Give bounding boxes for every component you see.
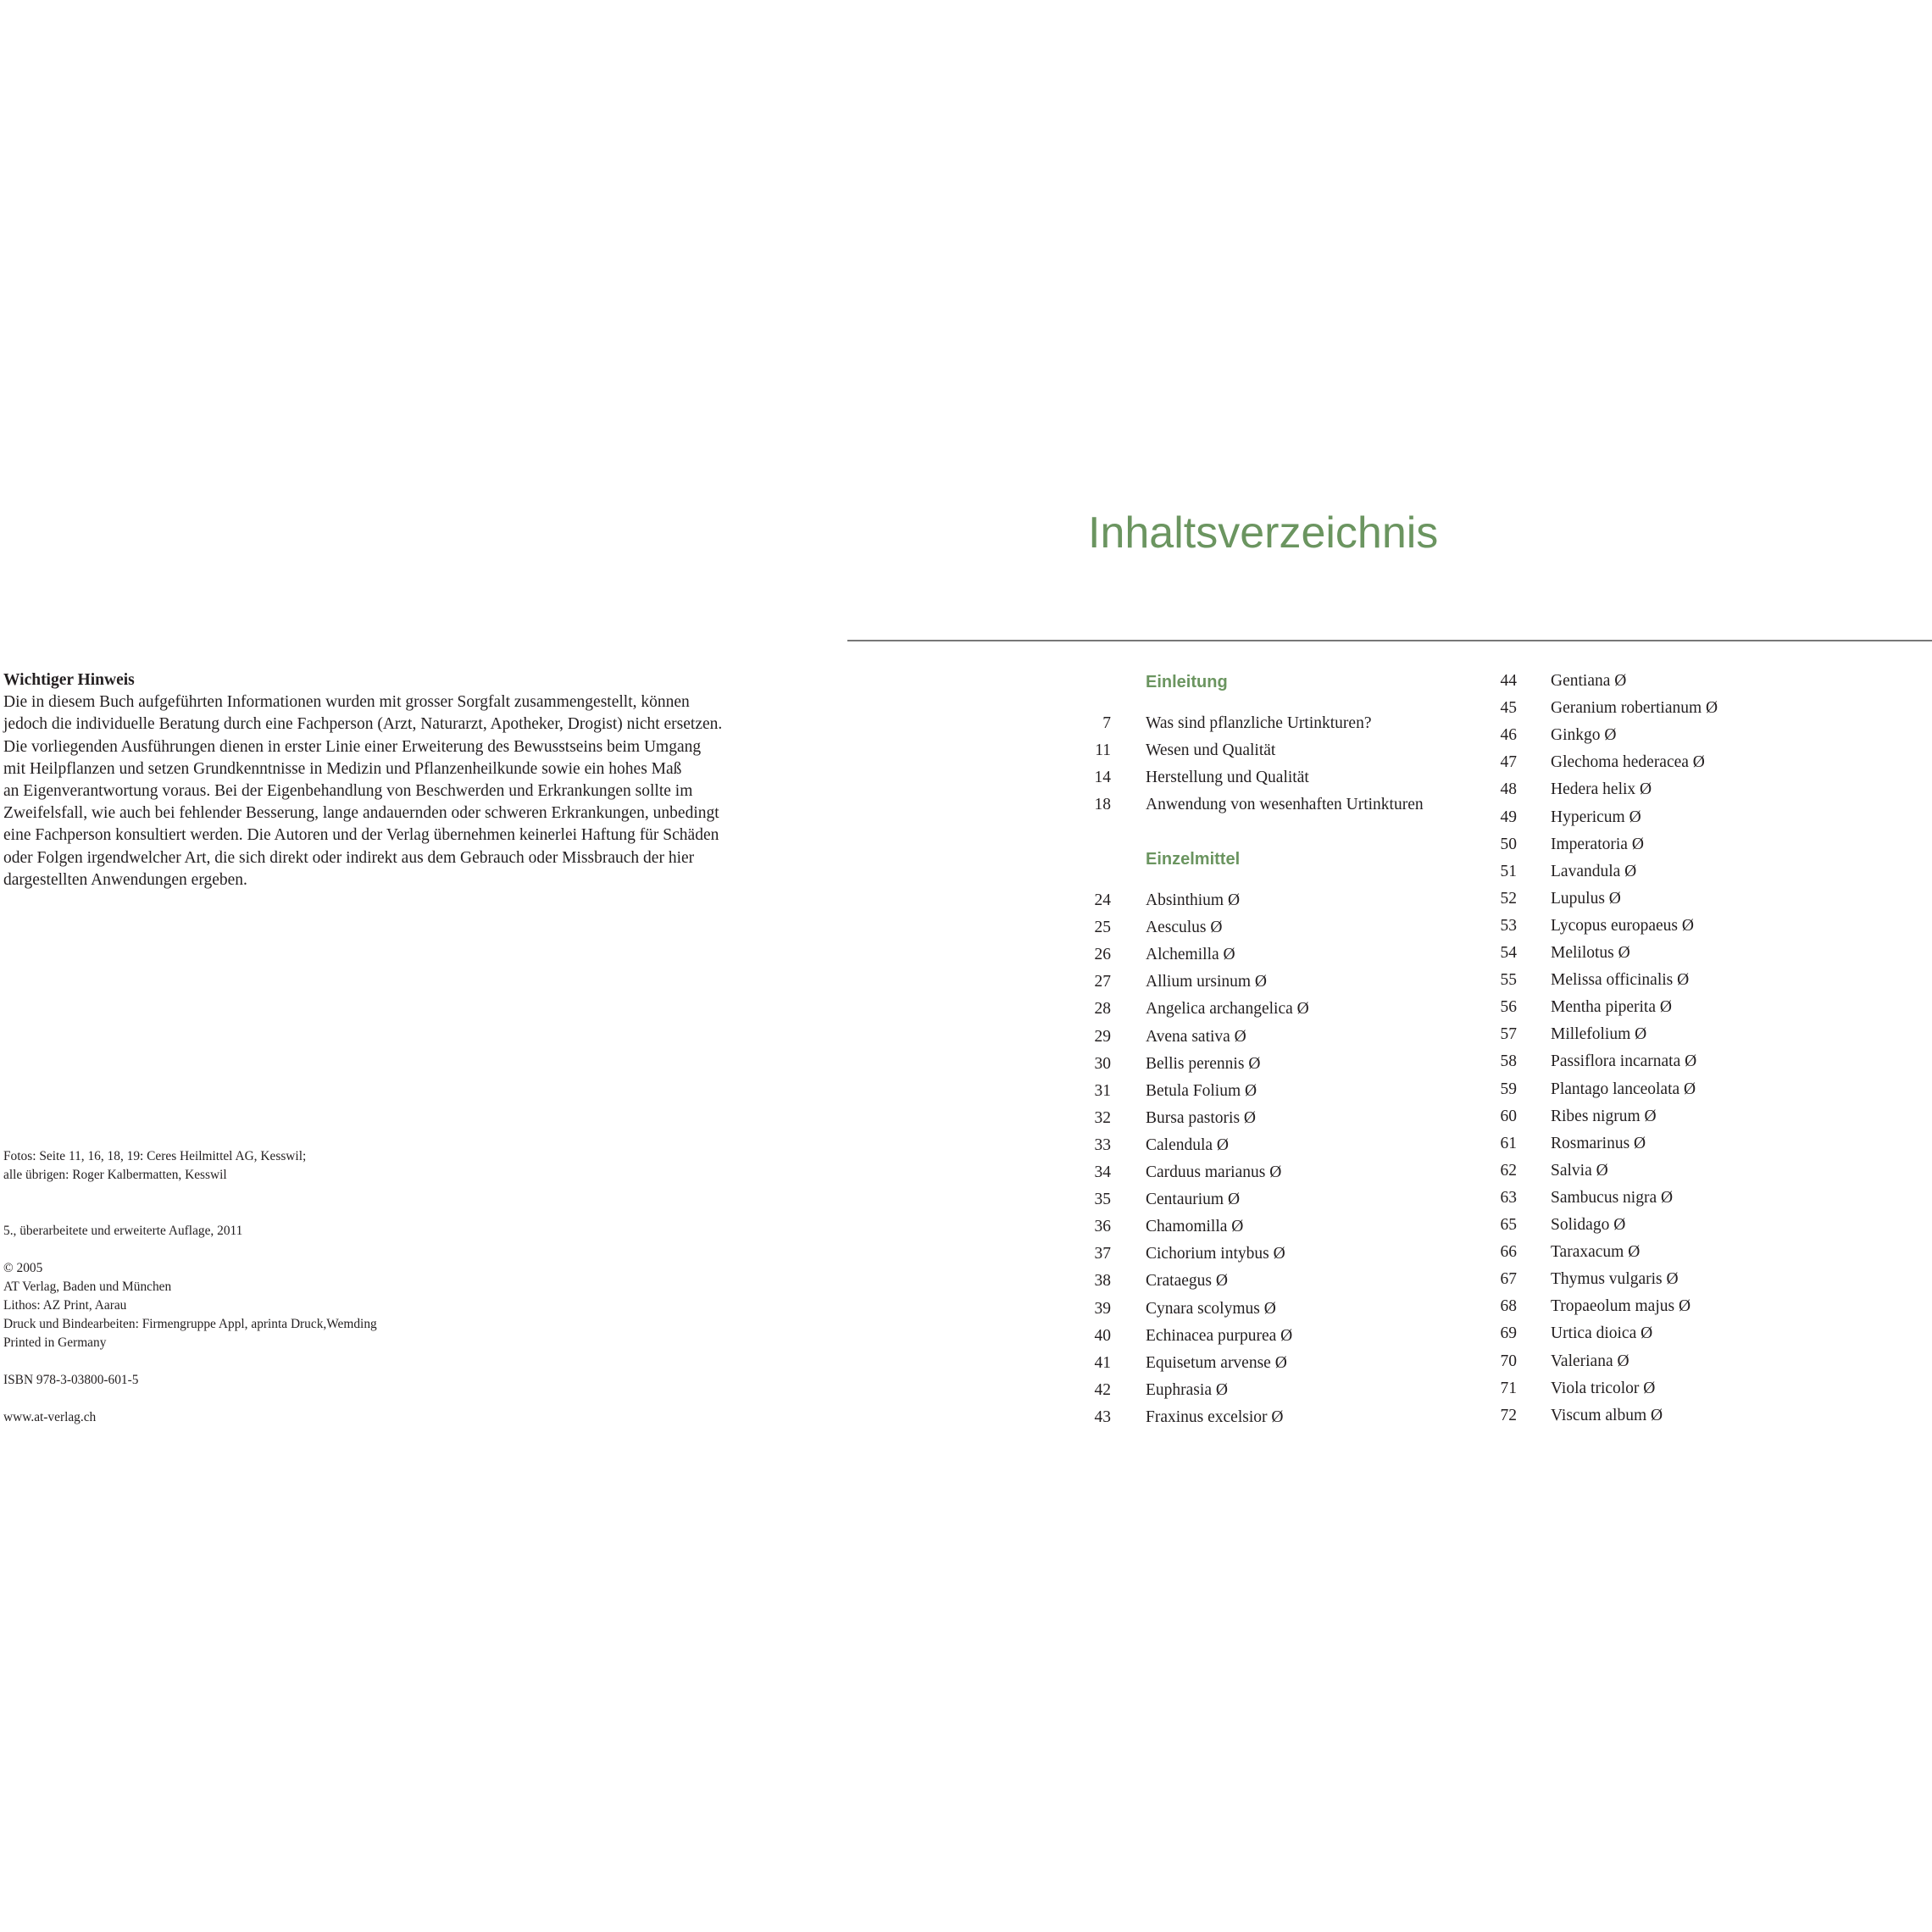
toc-entry-title[interactable]: Plantago lanceolata Ø: [1551, 1080, 1696, 1098]
toc-entry-title[interactable]: Lycopus europaeus Ø: [1551, 916, 1694, 935]
toc-page-number: 33: [1094, 1135, 1111, 1154]
toc-entry-title[interactable]: Absinthium Ø: [1146, 891, 1241, 909]
toc-entry-title[interactable]: Solidago Ø: [1551, 1216, 1626, 1234]
notice-line: an Eigenverantwortung voraus. Bei der Eigenbehandlung von Beschwerden und Erkrankungen sollte im: [3, 782, 693, 801]
toc-page-number: 48: [1500, 780, 1517, 799]
toc-entry-title[interactable]: Viola tricolor Ø: [1551, 1379, 1656, 1397]
notice-line: Zweifelsfall, wie auch bei fehlender Besserung, lange andauernden oder schweren Erkrankungen, unbedingt: [3, 804, 719, 823]
toc-page-number: 42: [1094, 1380, 1111, 1399]
toc-page-number: 66: [1500, 1243, 1517, 1262]
printed-in-line: Printed in Germany: [3, 1335, 107, 1350]
toc-page-number: 24: [1094, 891, 1111, 909]
toc-entry-title[interactable]: Rosmarinus Ø: [1551, 1134, 1646, 1152]
toc-page-number: 35: [1094, 1191, 1111, 1209]
toc-entry-title[interactable]: Melissa officinalis Ø: [1551, 971, 1690, 990]
toc-entry-title[interactable]: Passiflora incarnata Ø: [1551, 1052, 1697, 1071]
website: [3, 1408, 96, 1427]
notice-line: jedoch die individuelle Beratung durch eine Fachperson (Arzt, Naturarzt, Apotheker, Drogist) nicht ersetzen.: [3, 715, 723, 734]
toc-page-number: 39: [1094, 1299, 1111, 1318]
toc-entry-title[interactable]: Ribes nigrum Ø: [1551, 1107, 1657, 1125]
toc-page-number: 61: [1500, 1134, 1517, 1152]
toc-entry-title[interactable]: Betula Folium Ø: [1146, 1081, 1257, 1100]
toc-entry-title[interactable]: Ginkgo Ø: [1551, 726, 1617, 745]
toc-entry-title[interactable]: Lavandula Ø: [1551, 862, 1637, 880]
toc-entry-title[interactable]: Imperatoria Ø: [1551, 835, 1644, 853]
notice-line: Die vorliegenden Ausführungen dienen in erster Linie einer Erweiterung des Bewusstseins beim Umgang: [3, 737, 702, 756]
toc-entry-title[interactable]: Glechoma hederacea Ø: [1551, 753, 1705, 772]
toc-page-number: 63: [1500, 1188, 1517, 1207]
toc-entry-title[interactable]: Fraxinus excelsior Ø: [1146, 1407, 1284, 1426]
toc-entry-title[interactable]: Viscum album Ø: [1551, 1406, 1663, 1424]
toc-page-number: 40: [1094, 1326, 1111, 1345]
important-notice: [3, 669, 800, 891]
notice-line: oder Folgen irgendwelcher Art, die sich direkt oder indirekt aus dem Gebrauch oder Missbrauch der hier: [3, 848, 695, 867]
toc-entry-title[interactable]: Mentha piperita Ø: [1551, 998, 1672, 1017]
toc-entry-title[interactable]: Herstellung und Qualität: [1146, 769, 1309, 787]
section-heading-einzelmittel: Einzelmittel: [1146, 850, 1241, 869]
lithos-line: Lithos: AZ Print, Aarau: [3, 1298, 127, 1313]
toc-entry-title[interactable]: Bellis perennis Ø: [1146, 1054, 1261, 1073]
toc-page-number: 72: [1500, 1406, 1517, 1424]
toc-page-number: 44: [1500, 672, 1517, 690]
publisher-info: [3, 1259, 377, 1352]
toc-page-number: 36: [1094, 1218, 1111, 1236]
toc-entry-title[interactable]: Avena sativa Ø: [1146, 1027, 1246, 1046]
edition-note: [3, 1222, 242, 1241]
toc-page-number: 14: [1094, 769, 1111, 787]
toc-page-number: 34: [1094, 1163, 1111, 1181]
notice-title: Wichtiger Hinweis: [3, 671, 135, 689]
toc-page-number: 28: [1094, 1000, 1111, 1019]
toc-page-number: 60: [1500, 1107, 1517, 1125]
isbn-text: ISBN 978-3-03800-601-5: [3, 1373, 139, 1387]
toc-page-number: 58: [1500, 1052, 1517, 1071]
toc-page-number: 11: [1095, 741, 1111, 760]
photo-credit-line: alle übrigen: Roger Kalbermatten, Kesswil: [3, 1168, 227, 1182]
toc-page-number: 65: [1500, 1216, 1517, 1234]
toc-page-number: 59: [1500, 1080, 1517, 1098]
toc-page-number: 30: [1094, 1054, 1111, 1073]
toc-entry-title[interactable]: Equisetum arvense Ø: [1146, 1353, 1287, 1372]
toc-entry-title[interactable]: Geranium robertianum Ø: [1551, 699, 1718, 718]
toc-entry-title[interactable]: Cynara scolymus Ø: [1146, 1299, 1276, 1318]
toc-page-number: 41: [1094, 1353, 1111, 1372]
toc-page-number: 18: [1094, 796, 1111, 814]
toc-entry-title[interactable]: Centaurium Ø: [1146, 1191, 1241, 1209]
toc-page-number: 54: [1500, 944, 1517, 962]
toc-entry-title[interactable]: Anwendung von wesenhaften Urtinkturen: [1146, 796, 1424, 814]
toc-entry-title[interactable]: Cichorium intybus Ø: [1146, 1245, 1285, 1263]
toc-entry-title[interactable]: Urtica dioica Ø: [1551, 1324, 1653, 1343]
toc-entry-title[interactable]: Gentiana Ø: [1551, 672, 1627, 690]
toc-page-number: 70: [1500, 1352, 1517, 1370]
toc-entry-title[interactable]: Allium ursinum Ø: [1146, 973, 1268, 991]
toc-page-number: 37: [1094, 1245, 1111, 1263]
toc-entry-title[interactable]: Melilotus Ø: [1551, 944, 1630, 962]
toc-page-number: 43: [1094, 1407, 1111, 1426]
toc-page-number: 62: [1500, 1161, 1517, 1180]
website-text: www.at-verlag.ch: [3, 1410, 97, 1424]
notice-line: dargestellten Anwendungen ergeben.: [3, 870, 247, 889]
toc-entry-title[interactable]: Chamomilla Ø: [1146, 1218, 1244, 1236]
title-divider: [847, 640, 1932, 641]
toc-page-number: 31: [1094, 1081, 1111, 1100]
toc-entry-title[interactable]: Aesculus Ø: [1146, 919, 1223, 937]
toc-entry-title[interactable]: Bursa pastoris Ø: [1146, 1108, 1256, 1127]
notice-line: eine Fachperson konsultiert werden. Die Autoren und der Verlag übernehmen keinerlei Haftung für Schäden: [3, 826, 719, 845]
toc-page-number: 45: [1500, 699, 1517, 718]
toc-page-number: 29: [1094, 1027, 1111, 1046]
toc-page-number: 27: [1094, 973, 1111, 991]
section-heading-einleitung: Einleitung: [1146, 673, 1228, 691]
page-title: Inhaltsverzeichnis: [1088, 508, 1439, 558]
toc-entry-title[interactable]: Taraxacum Ø: [1551, 1243, 1641, 1262]
toc-page-number: 71: [1500, 1379, 1517, 1397]
toc-entry-title[interactable]: Lupulus Ø: [1551, 889, 1621, 908]
toc-entry-title[interactable]: Angelica archangelica Ø: [1146, 1000, 1309, 1019]
toc-page-number: 68: [1500, 1297, 1517, 1316]
notice-line: Die in diesem Buch aufgeführten Informationen wurden mit grosser Sorgfalt zusammengestellt, können: [3, 693, 690, 712]
toc-page-number: 26: [1094, 946, 1111, 964]
copyright-line: © 2005: [3, 1261, 43, 1275]
toc-entry-title[interactable]: Sambucus nigra Ø: [1551, 1188, 1674, 1207]
toc-entry-title[interactable]: Tropaeolum majus Ø: [1551, 1297, 1691, 1316]
photo-credits: [3, 1147, 306, 1185]
toc-page-number: 53: [1500, 916, 1517, 935]
toc-entry-title[interactable]: Euphrasia Ø: [1146, 1380, 1228, 1399]
toc-entry-title[interactable]: Echinacea purpurea Ø: [1146, 1326, 1293, 1345]
toc-page-number: 56: [1500, 998, 1517, 1017]
toc-page-number: 7: [1102, 714, 1111, 732]
toc-page-number: 38: [1094, 1272, 1111, 1291]
toc-entry-title[interactable]: Millefolium Ø: [1551, 1025, 1647, 1044]
toc-page-number: 32: [1094, 1108, 1111, 1127]
edition-text: 5., überarbeitete und erweiterte Auflage, 2011: [3, 1224, 243, 1238]
toc-page-number: 49: [1500, 808, 1517, 826]
toc-entry-title[interactable]: Hedera helix Ø: [1551, 780, 1652, 799]
toc-page-number: 52: [1500, 889, 1517, 908]
notice-line: mit Heilpflanzen und setzen Grundkenntnisse in Medizin und Pflanzenheilkunde sowie ein hohes Maß: [3, 759, 682, 778]
toc-entry-title[interactable]: Alchemilla Ø: [1146, 946, 1235, 964]
toc-entry-title[interactable]: Crataegus Ø: [1146, 1272, 1228, 1291]
toc-entry-title[interactable]: Wesen und Qualität: [1146, 741, 1276, 760]
toc-page-number: 51: [1500, 862, 1517, 880]
toc-entry-title[interactable]: Salvia Ø: [1551, 1161, 1608, 1180]
toc-page-number: 55: [1500, 971, 1517, 990]
toc-page-number: 50: [1500, 835, 1517, 853]
toc-entry-title[interactable]: Carduus marianus Ø: [1146, 1163, 1282, 1181]
toc-page-number: 69: [1500, 1324, 1517, 1343]
publisher-line: AT Verlag, Baden und München: [3, 1280, 172, 1294]
toc-page-number: 25: [1094, 919, 1111, 937]
toc-page-number: 67: [1500, 1270, 1517, 1289]
toc-page-number: 46: [1500, 726, 1517, 745]
isbn: [3, 1371, 138, 1390]
toc-entry-title[interactable]: Thymus vulgaris Ø: [1551, 1270, 1679, 1289]
photo-credit-line: Fotos: Seite 11, 16, 18, 19: Ceres Heilmittel AG, Kesswil;: [3, 1149, 307, 1163]
toc-entry-title[interactable]: Valeriana Ø: [1551, 1352, 1629, 1370]
toc-page-number: 47: [1500, 753, 1517, 772]
toc-entry-title[interactable]: Hypericum Ø: [1551, 808, 1641, 826]
toc-page-number: 57: [1500, 1025, 1517, 1044]
toc-entry-title[interactable]: Calendula Ø: [1146, 1135, 1230, 1154]
print-line: Druck und Bindearbeiten: Firmengruppe Appl, aprinta Druck,Wemding: [3, 1317, 377, 1331]
toc-entry-title[interactable]: Was sind pflanzliche Urtinkturen?: [1146, 714, 1372, 732]
